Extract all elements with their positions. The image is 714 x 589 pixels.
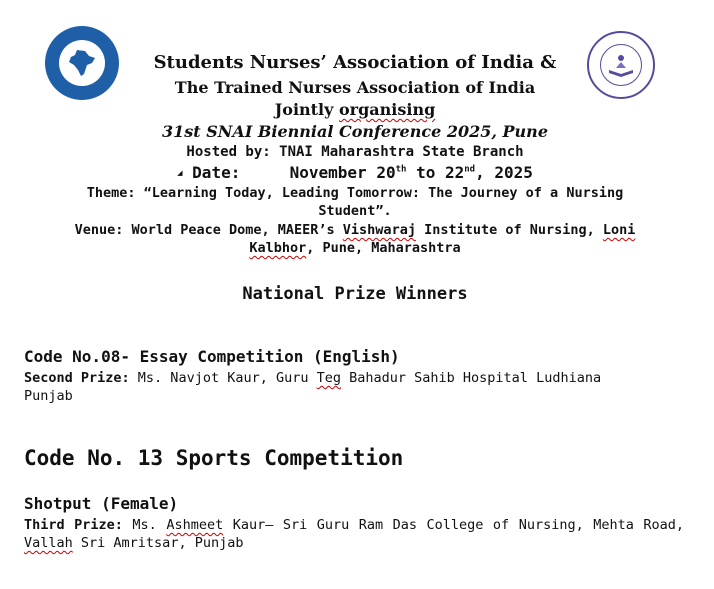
kalbhor-text: Kalbhor bbox=[249, 240, 307, 256]
shotput-event-title: Shotput (Female) bbox=[24, 494, 179, 513]
essay-winner-text: Ms. Navjot Kaur, Guru bbox=[129, 370, 317, 386]
date-part-3: , 2025 bbox=[475, 163, 533, 182]
shotput-winner-pre: Ms. bbox=[122, 517, 167, 533]
shotput-winner-mid: Kaur– Sri Guru Ram Das College of Nursing, Mehta Road, bbox=[223, 517, 684, 533]
theme-line-2: Student”. bbox=[318, 203, 392, 219]
header-line-1: Students Nurses’ Association of India & bbox=[153, 52, 557, 73]
date-line bbox=[20, 163, 690, 182]
date-part-2: to 22 bbox=[406, 163, 465, 182]
header-line-3 bbox=[20, 100, 690, 119]
venue-text: Venue: World Peace Dome, MAEER’s bbox=[74, 222, 343, 238]
date-sup-1: th bbox=[395, 164, 407, 175]
triangle-bullet-icon: ◢ bbox=[177, 168, 183, 179]
theme-line-1: Theme: “Learning Today, Leading Tomorrow: The Journey of a Nursing bbox=[86, 185, 624, 201]
ashmeet-text: Ashmeet bbox=[166, 517, 224, 533]
jointly-text: Jointly bbox=[274, 100, 339, 119]
date-label: Date: bbox=[192, 163, 241, 182]
hosted-by: Hosted by: TNAI Maharashtra State Branch bbox=[186, 144, 524, 160]
venue-line-2 bbox=[20, 240, 690, 256]
essay-prize-label: Second Prize: bbox=[24, 370, 130, 386]
header-line-2: The Trained Nurses Association of India bbox=[174, 78, 536, 97]
shotput-winner-post: Sri Amritsar, Punjab bbox=[72, 535, 244, 551]
organising-text: organising bbox=[339, 100, 436, 119]
sports-section-title: Code No. 13 Sports Competition bbox=[24, 446, 404, 470]
shotput-prize-label: Third Prize: bbox=[24, 517, 123, 533]
date-part-1: November 20 bbox=[289, 163, 396, 182]
conference-title: 31st SNAI Biennial Conference 2025, Pune bbox=[161, 122, 548, 141]
venue-mid-text: Institute of Nursing, bbox=[415, 222, 603, 238]
vishwaraj-text: Vishwaraj bbox=[342, 222, 416, 238]
essay-winner-post: Bahadur Sahib Hospital Ludhiana bbox=[341, 370, 602, 386]
vallah-text: Vallah bbox=[24, 535, 73, 551]
loni-text: Loni bbox=[602, 222, 636, 238]
essay-section-title: Code No.08- Essay Competition (English) bbox=[24, 347, 400, 366]
venue-post-text: , Pune, Maharashtra bbox=[306, 240, 461, 256]
winners-title: National Prize Winners bbox=[242, 284, 468, 304]
teg-text: Teg bbox=[316, 370, 341, 386]
date-sup-2: nd bbox=[464, 164, 476, 175]
shotput-winner bbox=[24, 516, 684, 552]
essay-winner-line2: Punjab bbox=[24, 388, 73, 404]
venue-line-1 bbox=[20, 222, 690, 238]
essay-winner bbox=[24, 369, 684, 405]
